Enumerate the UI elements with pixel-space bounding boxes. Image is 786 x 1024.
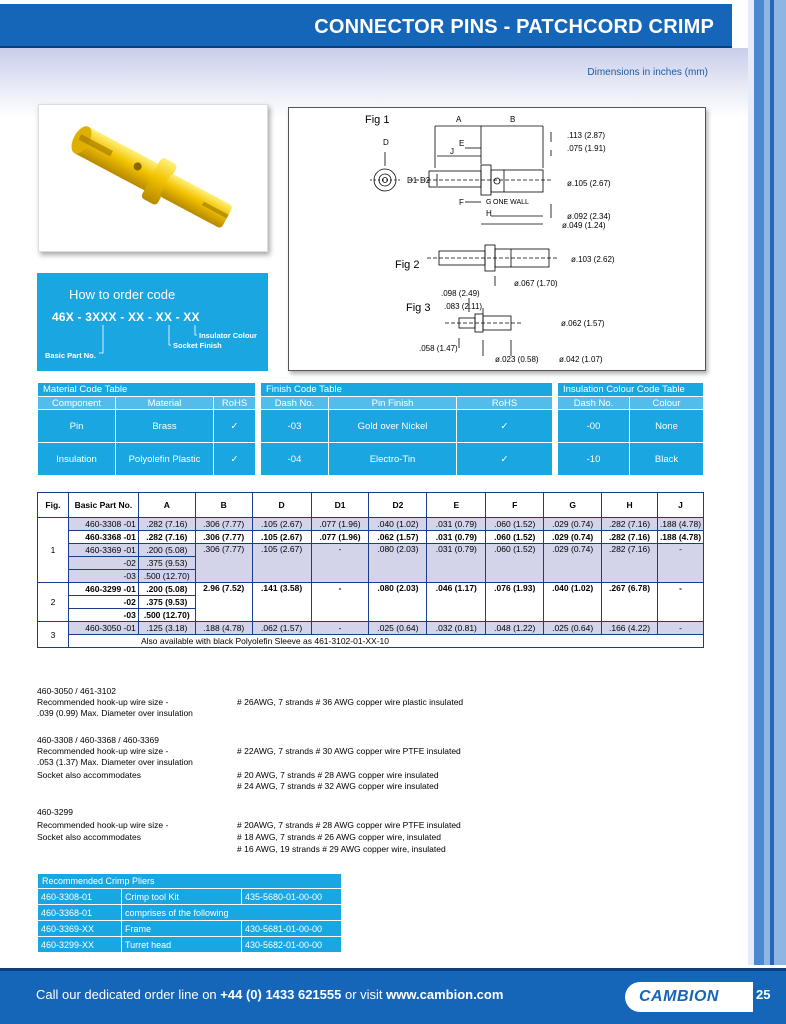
table-cell: 460-3299 -01 [68, 583, 138, 596]
fig-number: 2 [38, 583, 69, 622]
table-cell: .062 (1.57) [369, 531, 427, 544]
table-cell: - [311, 583, 369, 622]
table-row [38, 905, 342, 921]
table-cell: .500 (12.70) [138, 609, 195, 622]
check-icon: ✓ [214, 443, 256, 476]
table-cell: .282 (7.16) [602, 531, 658, 544]
note-text: # 20 AWG, 7 strands # 28 AWG copper wire insulated [237, 770, 439, 780]
table-cell: 460-3368 -01 [68, 531, 138, 544]
note-text: Recommended hook-up wire size - [37, 820, 169, 830]
note-text: Socket also accommodates [37, 832, 141, 842]
fig1-label: Fig 1 [365, 114, 390, 126]
table-cell: .032 (0.81) [427, 622, 486, 635]
table-cell: Turret head [122, 937, 242, 953]
table-cell: .025 (0.64) [544, 622, 602, 635]
table-cell: .062 (1.57) [252, 622, 311, 635]
dim-label: ø.062 (1.57) [561, 319, 605, 328]
table-header: Colour [630, 397, 704, 410]
table-cell: .040 (1.02) [544, 583, 602, 622]
order-code: 46X - 3XXX - XX - XX - XX [52, 310, 200, 324]
table-cell: - [658, 544, 704, 583]
dim-label: .098 (2.49) [441, 289, 480, 298]
fig2-label: Fig 2 [395, 259, 420, 271]
table-cell: None [630, 410, 704, 443]
crimp-table-caption: Recommended Crimp Pliers [38, 874, 342, 889]
table-row [38, 518, 704, 531]
table-cell: .282 (7.16) [602, 518, 658, 531]
table-cell: .188 (4.78) [658, 531, 704, 544]
table-cell: - [311, 622, 369, 635]
table-cell: .141 (3.58) [252, 583, 311, 622]
table-cell: -03 [68, 570, 138, 583]
table-header: J [658, 493, 704, 518]
table-row [38, 937, 342, 953]
dim-label: ø.042 (1.07) [559, 355, 603, 364]
dimensions-table [37, 492, 704, 648]
dim-label: ø.103 (2.62) [571, 255, 615, 264]
table-cell: Brass [116, 410, 214, 443]
material-table-caption: Material Code Table [38, 383, 256, 397]
table-footnote: Also available with black Polyolefin Sleeve as 461-3102-01-XX-10 [68, 635, 703, 648]
table-header: Dash No. [261, 397, 329, 410]
insulator-colour-label: Insulator Colour [199, 331, 257, 340]
table-cell: .375 (9.53) [138, 596, 195, 609]
table-cell: .080 (2.03) [369, 544, 427, 583]
table-cell: Frame [122, 921, 242, 937]
table-cell: .040 (1.02) [369, 518, 427, 531]
page-title: CONNECTOR PINS - PATCHCORD CRIMP [314, 16, 714, 38]
insulation-table-caption: Insulation Colour Code Table [558, 383, 704, 397]
table-cell: Electro-Tin [329, 443, 457, 476]
table-cell: .267 (6.78) [602, 583, 658, 622]
table-cell: -00 [558, 410, 630, 443]
note-text: # 22AWG, 7 strands # 30 AWG copper wire PTFE insulated [237, 746, 461, 756]
table-header: E [427, 493, 486, 518]
figure-drawings [289, 108, 705, 370]
table-header: G [544, 493, 602, 518]
table-cell: 430-5682-01-00-00 [242, 937, 342, 953]
note-text: Recommended hook-up wire size - [37, 746, 169, 756]
table-cell: Polyolefin Plastic [116, 443, 214, 476]
product-photo [38, 104, 268, 252]
table-header: Material [116, 397, 214, 410]
note-heading: 460-3299 [37, 807, 73, 817]
insulation-colour-table [557, 382, 704, 476]
table-header: D1 [311, 493, 369, 518]
table-row [38, 889, 342, 905]
dim-label: E [459, 139, 465, 148]
dim-label: D [383, 138, 389, 147]
table-cell: .105 (2.67) [252, 531, 311, 544]
dim-label: F [459, 198, 464, 207]
table-cell: 430-5681-01-00-00 [242, 921, 342, 937]
table-cell: .500 (12.70) [138, 570, 195, 583]
table-cell: .375 (9.53) [138, 557, 195, 570]
dimension-figures [288, 107, 706, 371]
dim-label: .075 (1.91) [567, 144, 606, 153]
table-row [38, 622, 704, 635]
table-cell: .076 (1.93) [486, 583, 544, 622]
table-cell: Pin [38, 410, 116, 443]
table-header: Pin Finish [329, 397, 457, 410]
table-cell: .048 (1.22) [486, 622, 544, 635]
note-text: .053 (1.37) Max. Diameter over insulation [37, 757, 193, 767]
connector-pin-image [39, 105, 267, 251]
table-cell: .077 (1.96) [311, 518, 369, 531]
table-row [38, 544, 704, 557]
table-cell: 460-3369 -01 [68, 544, 138, 557]
dim-label: D2 [420, 176, 431, 185]
table-cell: .031 (0.79) [427, 531, 486, 544]
table-cell: 2.96 (7.52) [195, 583, 252, 622]
note-text: # 24 AWG, 7 strands # 32 AWG copper wire insulated [237, 781, 439, 791]
table-cell: -02 [68, 596, 138, 609]
page-number: 25 [756, 987, 771, 1002]
table-cell: .282 (7.16) [138, 531, 195, 544]
header-bar [0, 4, 732, 48]
table-cell: .046 (1.17) [427, 583, 486, 622]
table-cell: .029 (0.74) [544, 518, 602, 531]
dim-label: ONE WALL [493, 199, 529, 206]
table-cell: .029 (0.74) [544, 531, 602, 544]
fig3-label: Fig 3 [406, 302, 431, 314]
table-header: H [602, 493, 658, 518]
table-header: D [252, 493, 311, 518]
table-cell: Insulation [38, 443, 116, 476]
table-header: D2 [369, 493, 427, 518]
note-text: Socket also accommodates [37, 770, 141, 780]
note-text: # 26AWG, 7 strands # 36 AWG copper wire plastic insulated [237, 697, 464, 707]
dim-label: .058 (1.47) [419, 344, 458, 353]
table-cell: - [658, 622, 704, 635]
dim-label: ø.105 (2.67) [567, 179, 611, 188]
dim-label: G [486, 199, 492, 206]
table-cell: 460-3299-XX [38, 937, 122, 953]
table-cell: Black [630, 443, 704, 476]
table-cell: .166 (4.22) [602, 622, 658, 635]
table-row [38, 635, 704, 648]
dim-label: D1 [407, 176, 418, 185]
footer-bar [0, 968, 786, 1024]
table-header: B [195, 493, 252, 518]
check-icon: ✓ [457, 410, 553, 443]
table-cell: 460-3050 -01 [68, 622, 138, 635]
finish-table-caption: Finish Code Table [261, 383, 553, 397]
table-cell: 460-3368-01 [38, 905, 122, 921]
table-cell: .105 (2.67) [252, 544, 311, 583]
dim-label: H [486, 209, 492, 218]
table-cell: - [658, 583, 704, 622]
fig-number: 3 [38, 622, 69, 648]
table-cell: .105 (2.67) [252, 518, 311, 531]
socket-finish-label: Socket Finish [173, 341, 222, 350]
table-cell: .306 (7.77) [195, 544, 252, 583]
table-cell: .188 (4.78) [195, 622, 252, 635]
dim-label: J [450, 147, 454, 156]
table-cell: .125 (3.18) [138, 622, 195, 635]
table-cell: .200 (5.08) [138, 544, 195, 557]
dim-label: .113 (2.87) [567, 131, 606, 140]
order-code-title: How to order code [69, 287, 176, 302]
table-cell: .031 (0.79) [427, 544, 486, 583]
table-header: A [138, 493, 195, 518]
table-cell: 435-5680-01-00-00 [242, 889, 342, 905]
table-cell: .080 (2.03) [369, 583, 427, 622]
crimp-pliers-table [37, 873, 342, 953]
dim-label: A [456, 115, 462, 124]
side-stripe [754, 0, 764, 965]
note-text: # 16 AWG, 19 strands # 29 AWG copper wire, insulated [237, 844, 446, 854]
table-cell: .025 (0.64) [369, 622, 427, 635]
logo-text: CAMBION [639, 988, 719, 1005]
dim-label: ø.023 (0.58) [495, 355, 539, 364]
footer-text: Call our dedicated order line on [36, 987, 221, 1002]
table-cell: .200 (5.08) [138, 583, 195, 596]
order-code-box [37, 273, 268, 371]
table-cell: .282 (7.16) [602, 544, 658, 583]
table-cell: -02 [68, 557, 138, 570]
table-header: Fig. [38, 493, 69, 518]
table-header: F [486, 493, 544, 518]
note-text: # 18 AWG, 7 strands # 26 AWG copper wire, insulated [237, 832, 441, 842]
table-cell: comprises of the following [122, 905, 342, 921]
dim-label: ø.092 (2.34) [567, 212, 611, 221]
fig-number: 1 [38, 518, 69, 583]
table-cell: Crimp tool Kit [122, 889, 242, 905]
finish-code-table [260, 382, 553, 476]
table-header: Component [38, 397, 116, 410]
table-cell: .188 (4.78) [658, 518, 704, 531]
cambion-logo [625, 982, 753, 1012]
dim-label: B [510, 115, 516, 124]
phone-number[interactable]: +44 (0) 1433 621555 [220, 987, 342, 1002]
table-cell: -03 [261, 410, 329, 443]
side-stripe [770, 0, 774, 965]
website-link[interactable]: www.cambion.com [386, 987, 504, 1002]
table-cell: .060 (1.52) [486, 544, 544, 583]
note-heading: 460-3050 / 461-3102 [37, 686, 116, 696]
table-cell: .077 (1.96) [311, 531, 369, 544]
footer-text: or visit [341, 987, 387, 1002]
table-row [38, 531, 704, 544]
table-cell: .306 (7.77) [195, 531, 252, 544]
note-text: .039 (0.99) Max. Diameter over insulation [37, 708, 193, 718]
dim-label: ø.049 (1.24) [562, 221, 606, 230]
table-cell: .282 (7.16) [138, 518, 195, 531]
table-cell: -03 [68, 609, 138, 622]
table-cell: 460-3308 -01 [68, 518, 138, 531]
table-header: Dash No. [558, 397, 630, 410]
table-row [38, 583, 704, 596]
table-cell: 460-3308-01 [38, 889, 122, 905]
footer-contact [36, 987, 503, 1002]
table-cell: -10 [558, 443, 630, 476]
table-cell: .031 (0.79) [427, 518, 486, 531]
table-cell: Gold over Nickel [329, 410, 457, 443]
table-header: RoHS [457, 397, 553, 410]
note-text: Recommended hook-up wire size - [37, 697, 169, 707]
table-cell: -04 [261, 443, 329, 476]
dim-label: .083 (2.11) [444, 302, 483, 311]
note-heading: 460-3308 / 460-3368 / 460-3369 [37, 735, 159, 745]
table-cell: - [311, 544, 369, 583]
check-icon: ✓ [457, 443, 553, 476]
table-cell: .060 (1.52) [486, 518, 544, 531]
table-header: Basic Part No. [68, 493, 138, 518]
table-cell: .306 (7.77) [195, 518, 252, 531]
table-cell: 460-3369-XX [38, 921, 122, 937]
table-header: RoHS [214, 397, 256, 410]
table-cell: .060 (1.52) [486, 531, 544, 544]
side-stripe [764, 0, 786, 965]
order-code-leaders [37, 273, 268, 371]
material-code-table [37, 382, 256, 476]
check-icon: ✓ [214, 410, 256, 443]
dim-label: ø.067 (1.70) [514, 279, 558, 288]
table-row [38, 921, 342, 937]
basic-part-label: Basic Part No. [45, 351, 96, 360]
dimensions-note: Dimensions in inches (mm) [587, 67, 708, 78]
note-text: # 20AWG, 7 strands # 28 AWG copper wire PTFE insulated [237, 820, 461, 830]
table-cell: .029 (0.74) [544, 544, 602, 583]
